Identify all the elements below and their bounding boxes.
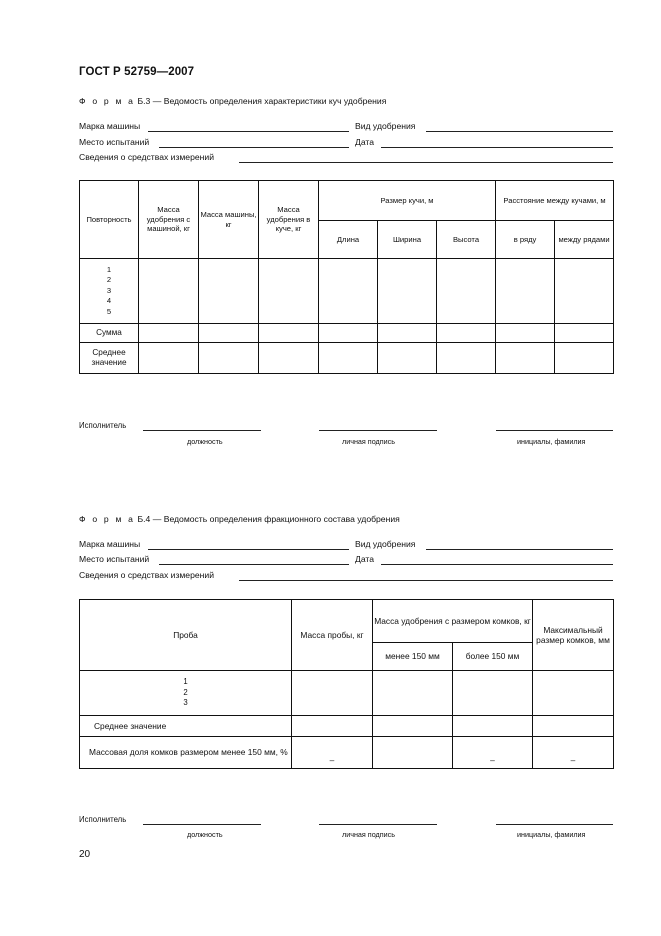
col-pile-size-header: Размер кучи, м — [319, 181, 496, 221]
table-row-fraction — [80, 737, 614, 769]
field-test-place-label: Место испытаний — [79, 554, 150, 564]
col-pile-mass-header: Масса удобрения в куче, кг — [259, 181, 319, 259]
field-date-label: Дата — [355, 137, 375, 147]
position-caption: должность — [187, 830, 223, 839]
repeat-4: 4 — [106, 296, 112, 306]
field-fertilizer-type-label: Вид удобрения — [355, 539, 416, 549]
form-b3-title — [79, 96, 386, 106]
table-cell[interactable] — [259, 343, 319, 374]
initials-line[interactable] — [496, 430, 613, 431]
table-cell[interactable] — [555, 324, 614, 343]
field-date-label: Дата — [355, 554, 375, 564]
dash-cell: – — [533, 737, 614, 769]
table-cell[interactable] — [437, 324, 496, 343]
col-mass-by-size-header: Масса удобрения с размером комков, кг — [373, 600, 533, 643]
table-cell[interactable] — [453, 671, 533, 716]
table-fraction-composition — [79, 599, 614, 769]
table-cell[interactable] — [199, 343, 259, 374]
executor-label: Исполнитель — [79, 421, 127, 430]
position-line[interactable] — [143, 430, 261, 431]
dash-cell: – — [292, 737, 373, 769]
repeat-numbers — [80, 259, 139, 324]
field-fertilizer-type-line[interactable] — [426, 131, 613, 132]
table-cell[interactable] — [319, 324, 378, 343]
col-less-150-header: менее 150 мм — [373, 643, 453, 671]
table-row — [80, 671, 614, 716]
col-length-header: Длина — [319, 221, 378, 259]
table-cell[interactable] — [453, 716, 533, 737]
col-height-header: Высота — [437, 221, 496, 259]
field-fertilizer-type-line[interactable] — [426, 549, 613, 550]
sample-1: 1 — [183, 677, 188, 687]
position-line[interactable] — [143, 824, 261, 825]
row-sum-label: Сумма — [80, 324, 139, 343]
table-cell[interactable] — [378, 324, 437, 343]
form-b3-title-text: Б.3 — Ведомость определения характеристики куч удобрения — [137, 96, 387, 106]
repeat-1: 1 — [106, 264, 112, 274]
signature-caption: личная подпись — [342, 437, 395, 446]
table-cell[interactable] — [259, 259, 319, 324]
table-cell[interactable] — [373, 671, 453, 716]
table-row — [80, 259, 614, 324]
table-cell[interactable] — [555, 259, 614, 324]
signature-line[interactable] — [319, 824, 437, 825]
field-instruments-line[interactable] — [239, 162, 613, 163]
table-cell[interactable] — [437, 343, 496, 374]
field-machine-brand-line[interactable] — [148, 549, 349, 550]
table-row-average — [80, 716, 614, 737]
repeat-3: 3 — [106, 285, 112, 295]
table-cell[interactable] — [555, 343, 614, 374]
table-cell[interactable] — [437, 259, 496, 324]
initials-caption: инициалы, фамилия — [517, 830, 586, 839]
initials-caption: инициалы, фамилия — [517, 437, 586, 446]
col-between-rows-header: между рядами — [555, 221, 614, 259]
table-cell[interactable] — [199, 324, 259, 343]
table-cell[interactable] — [292, 716, 373, 737]
repeat-5: 5 — [106, 306, 112, 316]
form-b4-prefix: Ф о р м а — [79, 514, 136, 524]
table-cell[interactable] — [496, 259, 555, 324]
field-machine-brand-label: Марка машины — [79, 121, 141, 131]
row-average-label: Среднее значение — [80, 716, 292, 737]
dash-cell: – — [453, 737, 533, 769]
form-b4-title-text: Б.4 — Ведомость определения фракционного состава удобрения — [137, 514, 400, 524]
executor-label: Исполнитель — [79, 815, 127, 824]
col-machine-mass-header: Масса машины, кг — [199, 181, 259, 259]
table-cell[interactable] — [373, 716, 453, 737]
table-cell[interactable] — [496, 324, 555, 343]
document-code: ГОСТ Р 52759—2007 — [79, 66, 195, 78]
table-cell[interactable] — [533, 671, 614, 716]
table-cell[interactable] — [259, 324, 319, 343]
row-average-label: Среднее значение — [80, 343, 139, 374]
table-cell[interactable] — [496, 343, 555, 374]
row-fraction-label: Массовая доля комков размером менее 150 мм, % — [80, 737, 292, 769]
form-b3-prefix: Ф о р м а — [79, 96, 136, 106]
field-machine-brand-label: Марка машины — [79, 539, 141, 549]
col-max-size-header: Максимальный размер комков, мм — [533, 600, 614, 671]
initials-line[interactable] — [496, 824, 613, 825]
table-cell[interactable] — [533, 716, 614, 737]
table-cell[interactable] — [373, 737, 453, 769]
col-distance-header: Расстояние между кучами, м — [496, 181, 614, 221]
table-cell[interactable] — [292, 671, 373, 716]
table-cell[interactable] — [199, 259, 259, 324]
signature-line[interactable] — [319, 430, 437, 431]
table-cell[interactable] — [378, 343, 437, 374]
col-sample-mass-header: Масса пробы, кг — [292, 600, 373, 671]
table-cell[interactable] — [378, 259, 437, 324]
col-width-header: Ширина — [378, 221, 437, 259]
repeat-2: 2 — [106, 275, 112, 285]
field-machine-brand-line[interactable] — [148, 131, 349, 132]
table-cell[interactable] — [319, 343, 378, 374]
sample-3: 3 — [183, 698, 188, 708]
table-cell[interactable] — [139, 324, 199, 343]
form-b4-title — [79, 514, 400, 524]
field-fertilizer-type-label: Вид удобрения — [355, 121, 416, 131]
col-in-row-header: в ряду — [496, 221, 555, 259]
signature-caption: личная подпись — [342, 830, 395, 839]
col-repeat-header: Повторность — [80, 181, 139, 259]
field-instruments-label: Сведения о средствах измерений — [79, 570, 214, 580]
field-date-line[interactable] — [381, 564, 613, 565]
sample-numbers — [80, 671, 292, 716]
field-date-line[interactable] — [381, 147, 613, 148]
field-instruments-label: Сведения о средствах измерений — [79, 152, 214, 162]
table-cell[interactable] — [319, 259, 378, 324]
col-more-150-header: более 150 мм — [453, 643, 533, 671]
col-sample-header: Проба — [80, 600, 292, 671]
sample-2: 2 — [183, 687, 188, 697]
field-test-place-label: Место испытаний — [79, 137, 150, 147]
table-cell[interactable] — [139, 343, 199, 374]
page-number: 20 — [79, 849, 91, 860]
field-test-place-line[interactable] — [159, 564, 349, 565]
table-row-sum — [80, 324, 614, 343]
field-instruments-line[interactable] — [239, 580, 613, 581]
table-cell[interactable] — [139, 259, 199, 324]
table-row-average — [80, 343, 614, 374]
table-pile-characteristics — [79, 180, 614, 374]
position-caption: должность — [187, 437, 223, 446]
col-mass-with-machine-header: Масса удобрения с машиной, кг — [139, 181, 199, 259]
field-test-place-line[interactable] — [159, 147, 349, 148]
